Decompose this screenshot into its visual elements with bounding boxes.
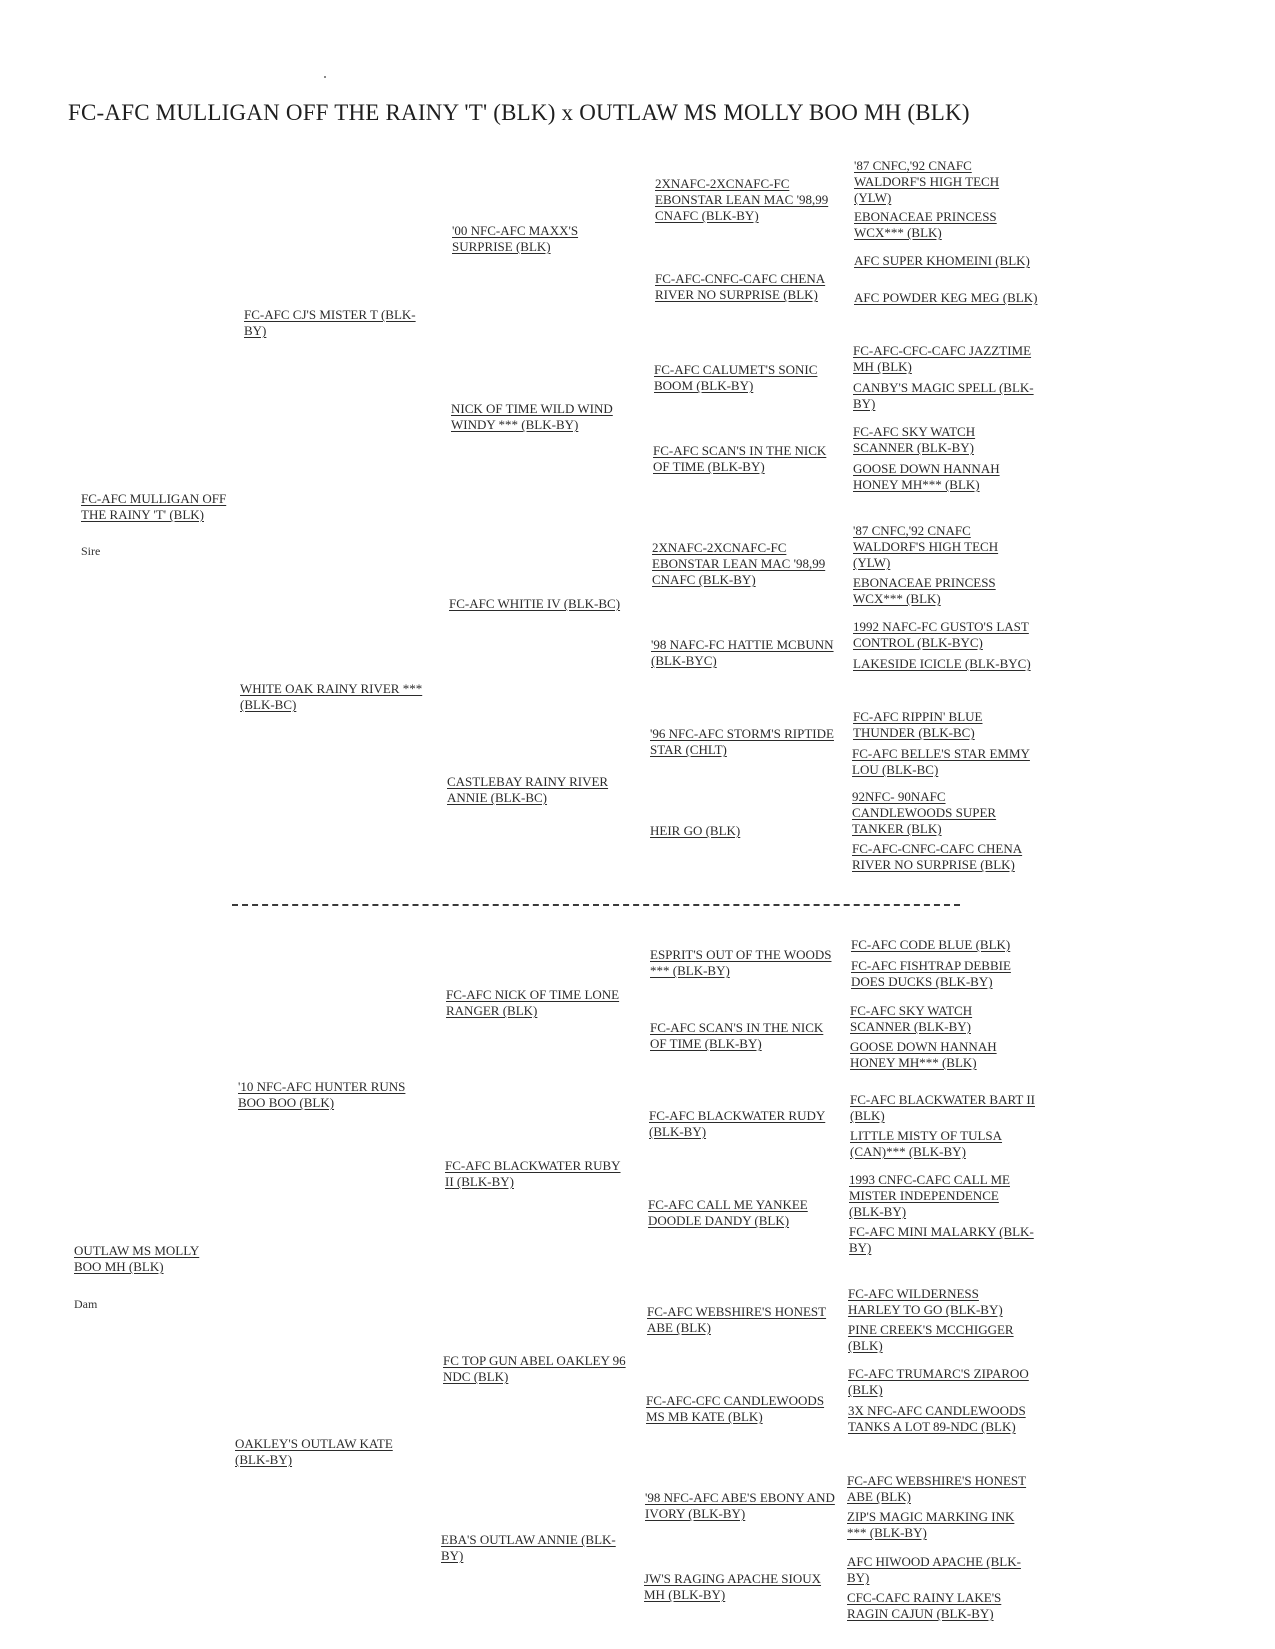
sss-dam-name[interactable]: FC-AFC-CNFC-CAFC CHENA RIVER NO SURPRISE (BLK)	[655, 271, 826, 302]
g-sire-13[interactable]: FC-AFC RIPPIN' BLUE THUNDER (BLK-BC)	[853, 709, 983, 740]
dsd-dam-name[interactable]: FC-AFC CALL ME YANKEE DOODLE DANDY (BLK)	[648, 1197, 808, 1228]
g-dam-11[interactable]: FC-AFC TRUMARC'S ZIPAROO (BLK)	[848, 1366, 1029, 1397]
sire-name[interactable]: FC-AFC MULLIGAN OFF THE RAINY 'T' (BLK)	[81, 491, 227, 522]
g-sire-4[interactable]: AFC POWDER KEG MEG (BLK)	[854, 290, 1038, 305]
dam-label: Dam	[74, 1297, 98, 1311]
g-dam-3[interactable]: FC-AFC SKY WATCH SCANNER (BLK-BY)	[850, 1003, 973, 1034]
g-dam-1[interactable]: FC-AFC CODE BLUE (BLK)	[851, 937, 1011, 952]
ssd-sire-name[interactable]: FC-AFC CALUMET'S SONIC BOOM (BLK-BY)	[654, 362, 818, 393]
dss-dam-name[interactable]: FC-AFC SCAN'S IN THE NICK OF TIME (BLK-BY)	[650, 1020, 824, 1051]
dsd-sire-name[interactable]: FC-AFC BLACKWATER RUDY (BLK-BY)	[649, 1108, 826, 1139]
sds-dam-name[interactable]: '98 NAFC-FC HATTIE MCBUNN (BLK-BYC)	[651, 637, 834, 668]
sds-sire-name[interactable]: 2XNAFC-2XCNAFC-FC EBONSTAR LEAN MAC '98,99 CNAFC (BLK-BY)	[652, 540, 826, 587]
g-dam-7[interactable]: 1993 CNFC-CAFC CALL ME MISTER INDEPENDENCE (BLK-BY)	[849, 1172, 1010, 1219]
g-dam-10[interactable]: PINE CREEK'S MCCHIGGER (BLK)	[848, 1322, 1014, 1353]
ddd-sire-name[interactable]: '98 NFC-AFC ABE'S EBONY AND IVORY (BLK-BY)	[645, 1490, 835, 1521]
g-sire-11[interactable]: 1992 NAFC-FC GUSTO'S LAST CONTROL (BLK-BYC)	[853, 619, 1029, 650]
dd-dam-name[interactable]: EBA'S OUTLAW ANNIE (BLK-BY)	[441, 1532, 616, 1563]
sire-dam-divider	[232, 904, 960, 906]
g-dam-9[interactable]: FC-AFC WILDERNESS HARLEY TO GO (BLK-BY)	[848, 1286, 1003, 1317]
g-sire-9[interactable]: '87 CNFC,'92 CNAFC WALDORF'S HIGH TECH (YLW)	[853, 523, 999, 570]
sd-dam-name[interactable]: CASTLEBAY RAINY RIVER ANNIE (BLK-BC)	[447, 774, 609, 805]
sdd-dam-name[interactable]: HEIR GO (BLK)	[650, 823, 741, 838]
g-dam-12[interactable]: 3X NFC-AFC CANDLEWOODS TANKS A LOT 89-NDC (BLK)	[848, 1403, 1026, 1434]
dam-name[interactable]: OUTLAW MS MOLLY BOO MH (BLK)	[74, 1243, 200, 1274]
ss-sire-name[interactable]: '00 NFC-AFC MAXX'S SURPRISE (BLK)	[452, 223, 579, 254]
dd-sire-name[interactable]: FC TOP GUN ABEL OAKLEY 96 NDC (BLK)	[443, 1353, 626, 1384]
g-sire-5[interactable]: FC-AFC-CFC-CAFC JAZZTIME MH (BLK)	[853, 343, 1032, 374]
sss-sire-name[interactable]: 2XNAFC-2XCNAFC-FC EBONSTAR LEAN MAC '98,99 CNAFC (BLK-BY)	[655, 176, 829, 223]
dss-sire-name[interactable]: ESPRIT'S OUT OF THE WOODS *** (BLK-BY)	[650, 947, 832, 978]
sire-sire-name[interactable]: FC-AFC CJ'S MISTER T (BLK-BY)	[244, 307, 416, 338]
dam-sire-name[interactable]: '10 NFC-AFC HUNTER RUNS BOO BOO (BLK)	[238, 1079, 406, 1110]
g-dam-2[interactable]: FC-AFC FISHTRAP DEBBIE DOES DUCKS (BLK-BY)	[851, 958, 1011, 989]
g-sire-8[interactable]: GOOSE DOWN HANNAH HONEY MH*** (BLK)	[853, 461, 1000, 492]
ddd-dam-name[interactable]: JW'S RAGING APACHE SIOUX MH (BLK-BY)	[644, 1571, 822, 1602]
g-sire-6[interactable]: CANBY'S MAGIC SPELL (BLK-BY)	[853, 380, 1034, 411]
page-title: FC-AFC MULLIGAN OFF THE RAINY 'T' (BLK) x OUTLAW MS MOLLY BOO MH (BLK)	[68, 100, 970, 125]
g-dam-13[interactable]: FC-AFC WEBSHIRE'S HONEST ABE (BLK)	[847, 1473, 1027, 1504]
g-dam-15[interactable]: AFC HIWOOD APACHE (BLK-BY)	[847, 1554, 1021, 1585]
g-dam-14[interactable]: ZIP'S MAGIC MARKING INK *** (BLK-BY)	[847, 1509, 1015, 1540]
sire-label: Sire	[81, 544, 101, 558]
g-dam-4[interactable]: GOOSE DOWN HANNAH HONEY MH*** (BLK)	[850, 1039, 997, 1070]
g-dam-8[interactable]: FC-AFC MINI MALARKY (BLK-BY)	[849, 1224, 1034, 1255]
dam-dam-name[interactable]: OAKLEY'S OUTLAW KATE (BLK-BY)	[235, 1436, 393, 1467]
g-sire-15[interactable]: 92NFC- 90NAFC CANDLEWOODS SUPER TANKER (BLK)	[852, 789, 997, 836]
g-sire-3[interactable]: AFC SUPER KHOMEINI (BLK)	[854, 253, 1030, 268]
g-dam-5[interactable]: FC-AFC BLACKWATER BART II (BLK)	[850, 1092, 1035, 1123]
g-sire-2[interactable]: EBONACEAE PRINCESS WCX*** (BLK)	[854, 209, 997, 240]
sd-sire-name[interactable]: FC-AFC WHITIE IV (BLK-BC)	[449, 596, 621, 611]
sdd-sire-name[interactable]: '96 NFC-AFC STORM'S RIPTIDE STAR (CHLT)	[650, 726, 834, 757]
g-sire-1[interactable]: '87 CNFC,'92 CNAFC WALDORF'S HIGH TECH (YLW)	[854, 158, 1000, 205]
ss-dam-name[interactable]: NICK OF TIME WILD WIND WINDY *** (BLK-BY)	[451, 401, 613, 432]
g-sire-14[interactable]: FC-AFC BELLE'S STAR EMMY LOU (BLK-BC)	[852, 746, 1030, 777]
g-sire-12[interactable]: LAKESIDE ICICLE (BLK-BYC)	[853, 656, 1031, 671]
scan-speck	[324, 76, 326, 78]
dds-dam-name[interactable]: FC-AFC-CFC CANDLEWOODS MS MB KATE (BLK)	[646, 1393, 825, 1424]
g-dam-6[interactable]: LITTLE MISTY OF TULSA (CAN)*** (BLK-BY)	[850, 1128, 1003, 1159]
ds-sire-name[interactable]: FC-AFC NICK OF TIME LONE RANGER (BLK)	[446, 987, 620, 1018]
g-dam-16[interactable]: CFC-CAFC RAINY LAKE'S RAGIN CAJUN (BLK-BY)	[847, 1590, 1002, 1621]
ds-dam-name[interactable]: FC-AFC BLACKWATER RUBY II (BLK-BY)	[445, 1158, 621, 1189]
g-sire-7[interactable]: FC-AFC SKY WATCH SCANNER (BLK-BY)	[853, 424, 976, 455]
g-sire-16[interactable]: FC-AFC-CNFC-CAFC CHENA RIVER NO SURPRISE (BLK)	[852, 841, 1023, 872]
sire-dam-name[interactable]: WHITE OAK RAINY RIVER *** (BLK-BC)	[240, 681, 423, 712]
ssd-dam-name[interactable]: FC-AFC SCAN'S IN THE NICK OF TIME (BLK-BY)	[653, 443, 827, 474]
dds-sire-name[interactable]: FC-AFC WEBSHIRE'S HONEST ABE (BLK)	[647, 1304, 827, 1335]
g-sire-10[interactable]: EBONACEAE PRINCESS WCX*** (BLK)	[853, 575, 996, 606]
